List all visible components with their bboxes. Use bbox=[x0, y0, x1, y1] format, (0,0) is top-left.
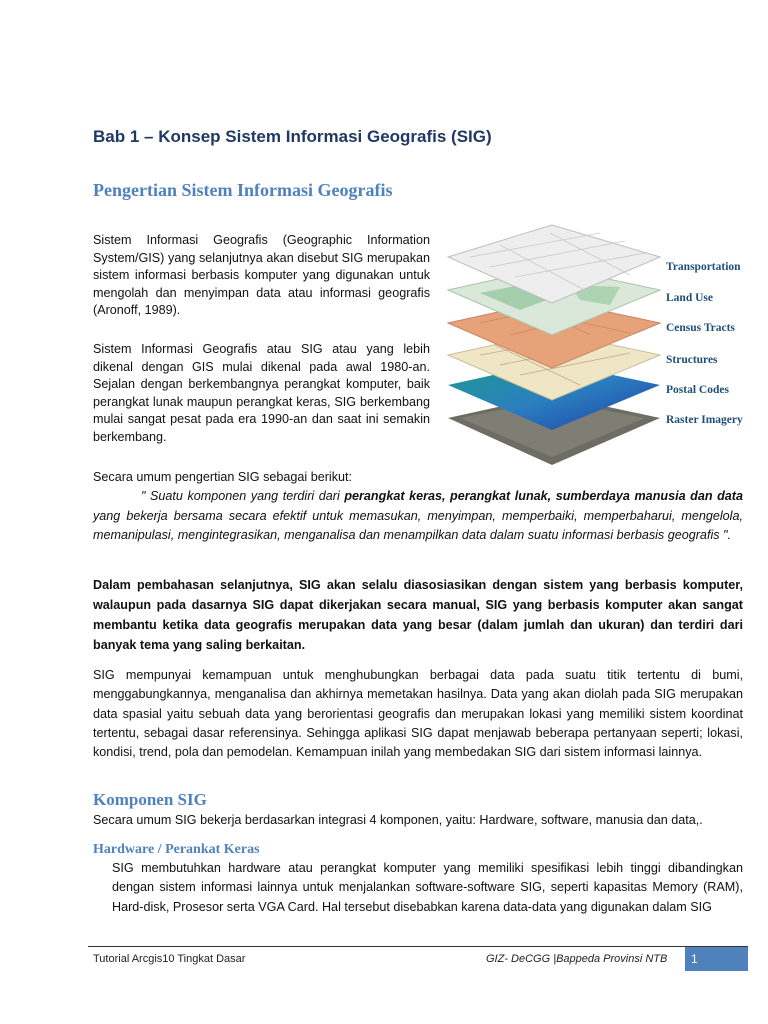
hardware-title: Hardware / Perankat Keras bbox=[93, 842, 260, 857]
label-structures: Structures bbox=[666, 354, 718, 366]
label-census-tracts: Census Tracts bbox=[666, 322, 735, 334]
quote-emphasis: perangkat keras, perangkat lunak, sumberdaya manusia dan data bbox=[344, 489, 743, 503]
paragraph-capabilities: SIG mempunyai kemampuan untuk menghubungkan berbagai data pada suatu titik tertentu di bumi, menggabungkannya, menganalisa dan akhirnya memetakan hasilnya. Data yang akan diolah pada SIG merupakan data spasial yaitu sebuah data yang berorientasi geografis dan merupakan lokasi yang memiliki sistem koordinat tertentu, sebagai dasar referensinya. Sehingga aplikasi SIG dapat menjawab beberapa pertanyaan seperti; lokasi, kondisi, trend, pola dan pemodelan. Kemampuan inilah yang membedakan SIG dari sistem informasi lainnya. bbox=[93, 668, 743, 760]
gis-layers-illustration bbox=[440, 215, 665, 465]
paragraph-computer-based: Dalam pembahasan selanjutnya, SIG akan selalu diasosiasikan dengan sistem yang berbasis komputer, walaupun pada dasarnya SIG dapat dikerjakan secara manual, SIG yang berbasis komputer akan sangat membantu ketika data geografis merupakan data yang besar (dalam jumlah dan ukuran) dan terdiri dari banyak tema yang saling berkaitan. bbox=[93, 578, 743, 652]
page-number: 1 bbox=[685, 947, 748, 971]
label-transportation: Transportation bbox=[666, 261, 741, 273]
quote-part-3: yang bekerja bersama secara efektif untuk memasukan, menyimpan, memperbaiki, memperbaharui, mengelola, memanipulasi, mengintegrasikan, menganalisa dan menampilkan data dalam suatu informasi berbasis geografis ". bbox=[93, 508, 743, 542]
footer-left-text: Tutorial Arcgis10 Tingkat Dasar bbox=[93, 953, 246, 965]
paragraph-intro: Secara umum pengertian SIG sebagai berikut: bbox=[93, 470, 353, 484]
paragraph-definition: Sistem Informasi Geografis (Geographic Information System/GIS) yang selanjutnya akan disebut SIG merupakan sistem informasi berbasis komputer yang digunakan untuk mengolah dan menyimpan data atau informasi geografis (Aronoff, 1989). bbox=[93, 233, 430, 318]
footer-divider bbox=[88, 946, 748, 947]
hardware-text: SIG membutuhkan hardware atau perangkat komputer yang memiliki spesifikasi lebih tinggi dibandingkan dengan sistem informasi lainnya untuk menjalankan software-software SIG, seperti kapasitas Memory (RAM), Hard-disk, Prosesor serta VGA Card. Hal tersebut disebabkan karena data-data yang digunakan dalam SIG bbox=[112, 861, 743, 914]
label-raster-imagery: Raster Imagery bbox=[666, 414, 743, 426]
chapter-title: Bab 1 – Konsep Sistem Informasi Geografis (SIG) bbox=[93, 127, 492, 146]
komponen-title: Komponen SIG bbox=[93, 790, 207, 809]
label-postal-codes: Postal Codes bbox=[666, 384, 729, 396]
definition-quote bbox=[93, 487, 743, 546]
footer-right-text: GIZ- DeCGG |Bappeda Provinsi NTB bbox=[486, 953, 668, 965]
quote-part-1: " Suatu komponen yang terdiri dari bbox=[141, 489, 345, 503]
section-title: Pengertian Sistem Informasi Geografis bbox=[93, 180, 393, 200]
paragraph-history: Sistem Informasi Geografis atau SIG atau yang lebih dikenal dengan GIS mulai dikenal pada awal 1980-an. Sejalan dengan berkembangnya perangkat komputer, baik perangkat lunak maupun perangkat keras, SIG berkembang mulai sangat pesat pada era 1990-an dan saat ini semakin berkembang. bbox=[93, 342, 430, 444]
komponen-text: Secara umum SIG bekerja berdasarkan integrasi 4 komponen, yaitu: Hardware, software, manusia dan data,. bbox=[93, 813, 703, 827]
label-land-use: Land Use bbox=[666, 292, 713, 304]
